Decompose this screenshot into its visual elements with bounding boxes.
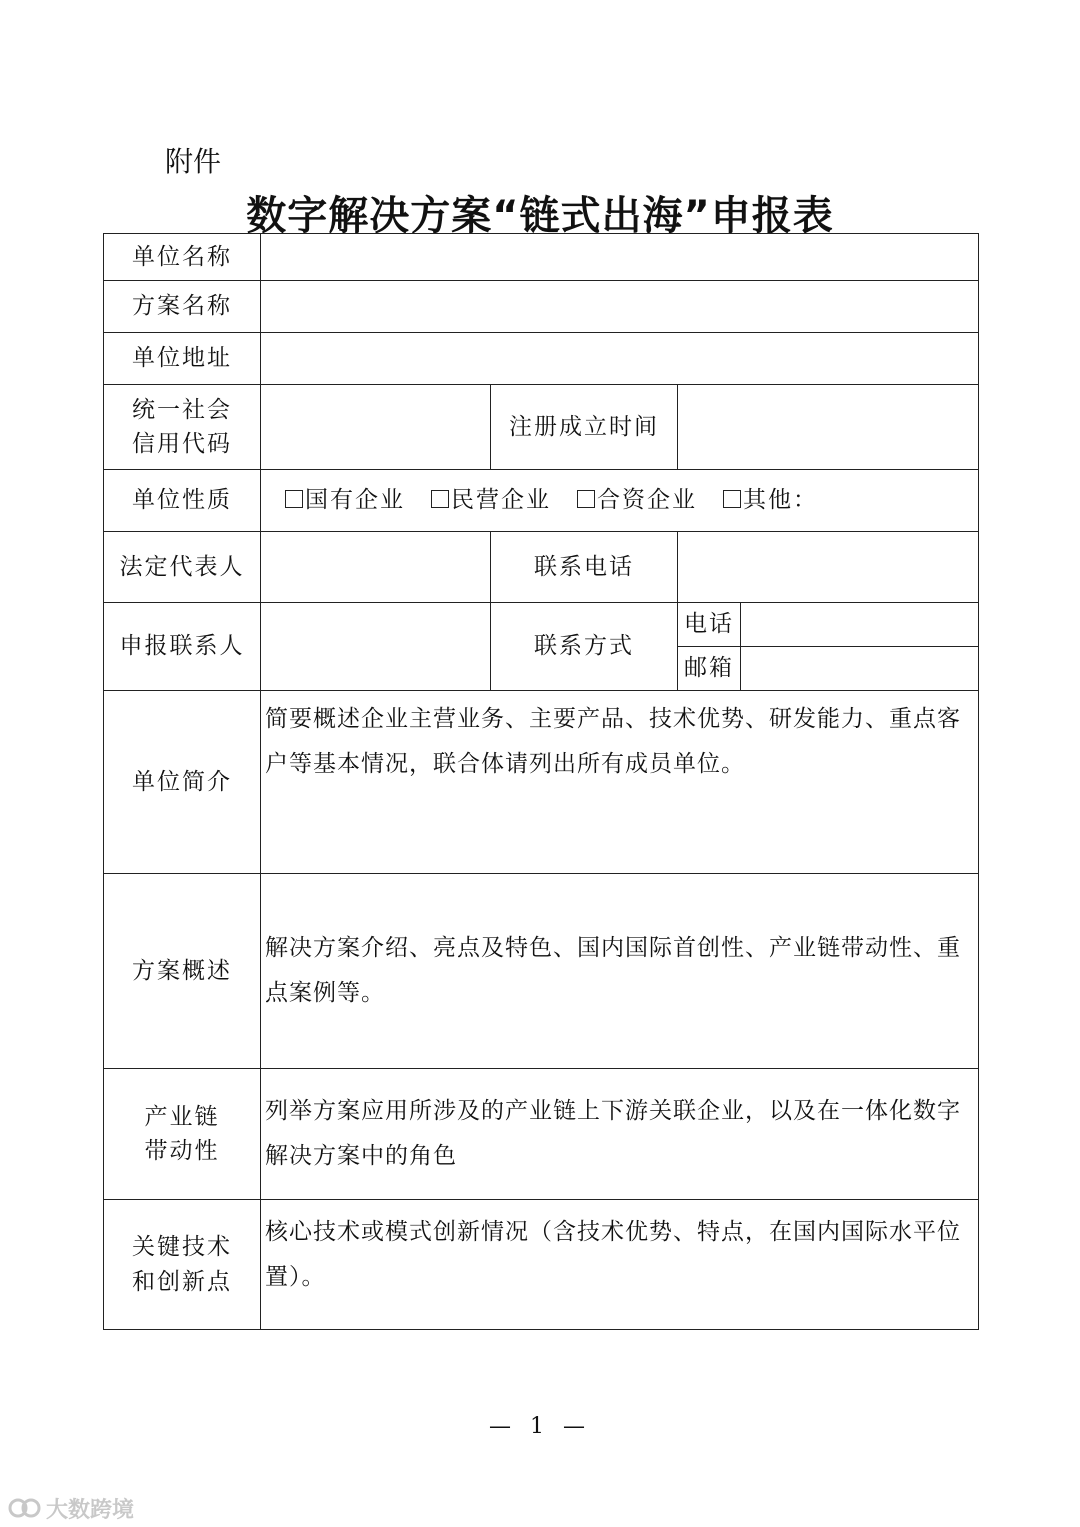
applicant-contact-field[interactable]: [261, 603, 491, 691]
unit-intro-field[interactable]: 简要概述企业主营业务、主要产品、技术优势、研发能力、重点客户等基本情况，联合体请列出所有成员单位。: [261, 691, 979, 874]
application-form-table: [103, 233, 979, 1330]
checkbox-icon[interactable]: [431, 490, 449, 508]
email-field[interactable]: [741, 647, 979, 691]
plan-name-field[interactable]: [261, 281, 979, 333]
checkbox-icon[interactable]: [285, 490, 303, 508]
legal-rep-field[interactable]: [261, 532, 491, 603]
watermark-text: 大数跨境: [46, 1497, 135, 1523]
credit-code-label-line2: 信用代码: [132, 431, 232, 457]
option-private[interactable]: [431, 487, 551, 513]
key-tech-label: [104, 1200, 261, 1330]
option-joint-venture[interactable]: [577, 487, 697, 513]
chain-drive-label: [104, 1069, 261, 1200]
plan-overview-field[interactable]: 解决方案介绍、亮点及特色、国内国际首创性、产业链带动性、重点案例等。: [261, 874, 979, 1069]
unit-name-field[interactable]: [261, 234, 979, 281]
page-number: — 1 —: [489, 1414, 591, 1439]
key-tech-field[interactable]: 核心技术或模式创新情况（含技术优势、特点，在国内国际水平位置）。: [261, 1200, 979, 1330]
contact-phone-label: 联系电话: [491, 532, 678, 603]
option-state-owned[interactable]: [285, 487, 405, 513]
unit-address-label: 单位地址: [104, 333, 261, 385]
contact-phone-field[interactable]: [678, 532, 979, 603]
form-title: 数字解决方案“链式出海”申报表: [246, 193, 834, 239]
contact-method-label: 联系方式: [491, 603, 678, 691]
key-tech-label-line1: 关键技术: [132, 1234, 232, 1260]
checkbox-icon[interactable]: [723, 490, 741, 508]
chain-drive-field[interactable]: 列举方案应用所涉及的产业链上下游关联企业，以及在一体化数字解决方案中的角色: [261, 1069, 979, 1200]
unit-name-label: 单位名称: [104, 234, 261, 281]
credit-code-field[interactable]: [261, 385, 491, 470]
watermark-logo-icon: [8, 1495, 42, 1521]
option-label: 合资企业: [597, 487, 697, 514]
credit-code-label: [104, 385, 261, 470]
plan-overview-label: 方案概述: [104, 874, 261, 1069]
legal-rep-label: 法定代表人: [104, 532, 261, 603]
registration-date-label: 注册成立时间: [491, 385, 678, 470]
plan-name-label: 方案名称: [104, 281, 261, 333]
credit-code-label-line1: 统一社会: [132, 396, 232, 423]
phone-field[interactable]: [741, 603, 979, 647]
unit-intro-label: 单位简介: [104, 691, 261, 874]
registration-date-field[interactable]: [678, 385, 979, 470]
phone-label: 电话: [678, 603, 741, 647]
unit-address-field[interactable]: [261, 333, 979, 385]
unit-nature-label: 单位性质: [104, 470, 261, 532]
key-tech-label-line2: 和创新点: [132, 1268, 232, 1295]
option-label: 其他：: [743, 487, 818, 514]
attachment-label: 附件: [165, 145, 222, 178]
checkbox-icon[interactable]: [577, 490, 595, 508]
option-other[interactable]: [723, 487, 818, 513]
option-label: 国有企业: [305, 487, 405, 514]
option-label: 民营企业: [451, 487, 551, 514]
email-label: 邮箱: [678, 647, 741, 691]
watermark: [8, 1491, 134, 1525]
chain-drive-label-line2: 带动性: [144, 1138, 220, 1164]
chain-drive-label-line1: 产业链: [144, 1103, 220, 1130]
unit-nature-options: [261, 470, 979, 532]
applicant-contact-label: 申报联系人: [104, 603, 261, 691]
